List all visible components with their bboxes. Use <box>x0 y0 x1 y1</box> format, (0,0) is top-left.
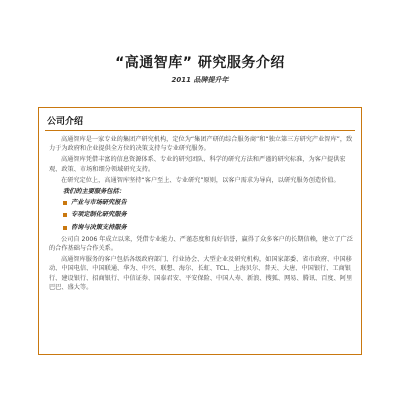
bullet-text: 专项定制化研究服务 <box>71 211 127 219</box>
bullet-text: 咨询与决策支持服务 <box>71 223 127 231</box>
heading-divider <box>45 130 355 131</box>
square-bullet-icon <box>63 213 67 217</box>
section-body <box>49 135 353 294</box>
bullet-text: 产业与市场研究报告 <box>71 199 127 207</box>
paragraph: 在研究定位上，高通智库坚持“客户至上、专业研究”原则，以客户需求为导向，以研究服务创造价值。 <box>61 176 340 184</box>
paragraph: 公司自 2006 年成立以来，凭借专业能力、严谨态度和良好信誉，赢得了众多客户的长期信赖，建立了广泛的合作基础与合作关系。 <box>49 235 353 253</box>
company-intro-panel <box>38 107 362 355</box>
square-bullet-icon <box>63 201 67 205</box>
paragraph: 高通智库凭借丰富的信息资源体系、专业的研究团队、科学的研究方法和严谨的研究标准，为客户提供宏观、政策、市场和细分领域研究支持。 <box>49 156 346 173</box>
service-bullet <box>63 210 353 219</box>
document-subtitle: 2011 品牌提升年 <box>171 76 229 84</box>
square-bullet-icon <box>63 226 67 230</box>
section-heading: 公司介绍 <box>47 117 84 127</box>
services-lead: 我们的主要服务包括： <box>63 188 125 196</box>
paragraph: 高通智库服务的客户包括各级政府部门、行业协会、大型企业及研究机构，如国家部委、省市政府、中国移动、中国电信、中国联通、华为、中兴、联想、海尔、长虹、TCL、上海贝尔、普天、大唐、中国银行、工商银行、建设银行、招商银行、中信证券、国泰君安、平安保险、中国人寿、新浪、搜狐、网易、腾讯、百度、阿里巴巴、盛大等。 <box>49 256 353 291</box>
document-title: “高通智库” 研究服务介绍 <box>115 55 285 71</box>
paragraph: 高通智库是一家专业的集团产研究机构，定位为“集团产研的综合服务商”和“独立第三方研究产业智库”，致力于为政府和企业提供全方位的决策支持与专业研究服务。 <box>49 136 353 153</box>
service-bullet <box>63 223 353 232</box>
service-bullet <box>63 198 353 207</box>
